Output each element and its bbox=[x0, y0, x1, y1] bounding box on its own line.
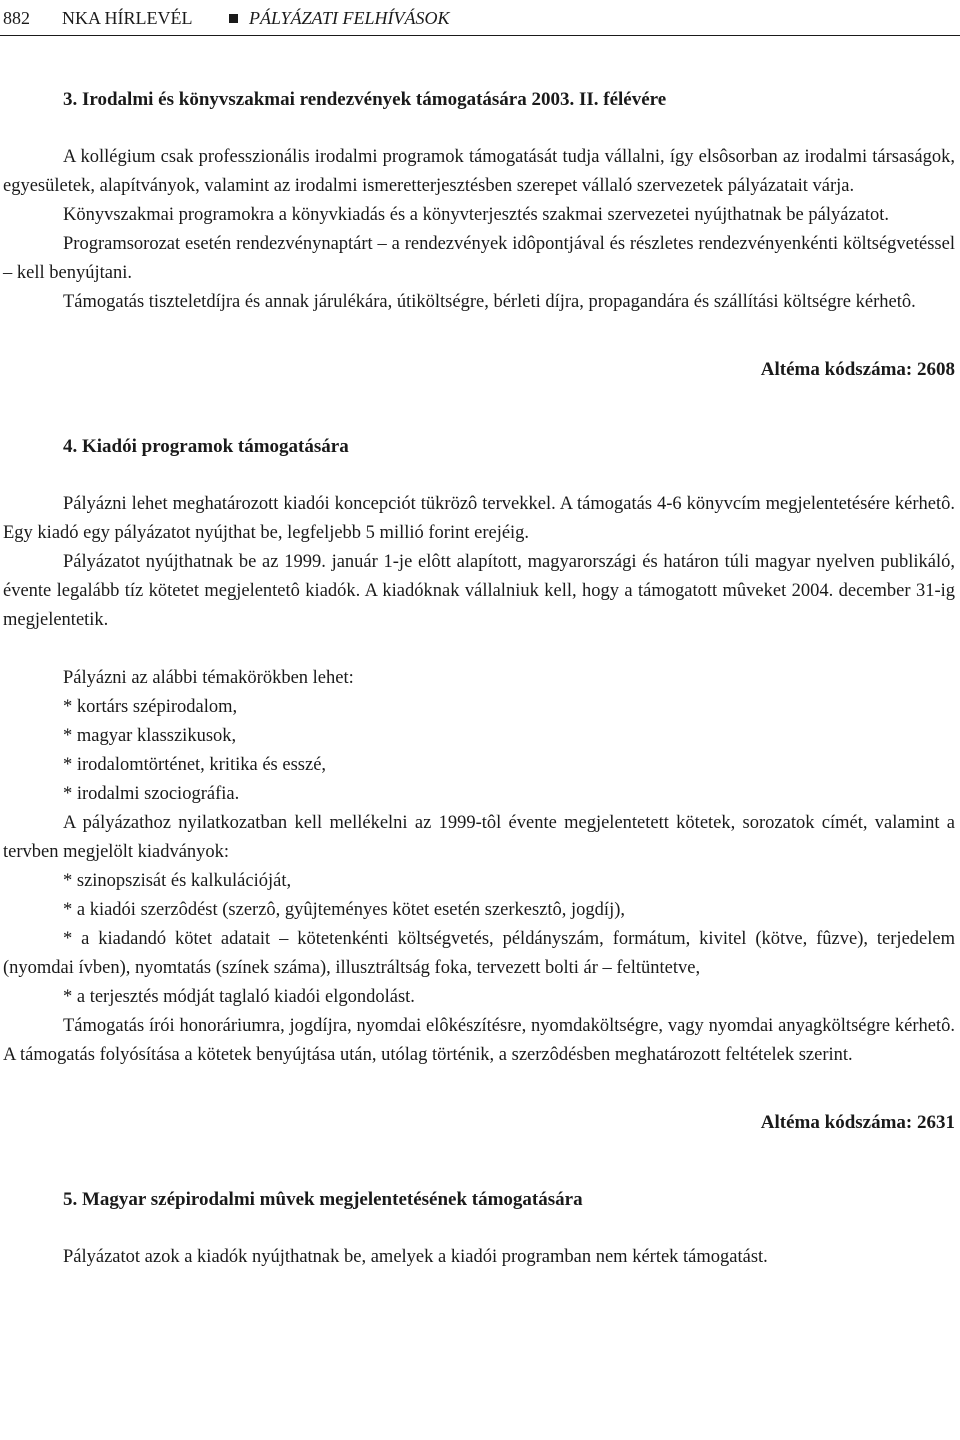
page-number: 882 bbox=[3, 8, 30, 28]
page-content bbox=[3, 85, 955, 1272]
section-5-paragraph: Pályázatot azok a kiadók nyújthatnak be, amelyek a kiadói programban nem kértek támogatást. bbox=[63, 1247, 768, 1267]
section-4-closing: Támogatás írói honoráriumra, jogdíjra, nyomdai elôkészítésre, nyomdaköltségre, vagy nyomdai anyagköltségre kérhetô. A támogatás folyósítása a kötetek benyújtása után, utólag történik, a szerzôdésben meghatározott feltételek szerint. bbox=[3, 1016, 955, 1065]
section-4-paragraph: Pályázni lehet meghatározott kiadói koncepciót tükrözô tervekkel. A támogatás 4-6 könyvcím megjelentetésére kérhetô. Egy kiadó egy pályázatot nyújthat be, legfeljebb 5 millió forint erejéig. bbox=[3, 494, 955, 543]
list-item: * a kiadandó kötet adatait – kötetenkénti költségvetés, példányszám, formátum, kivitel (kötve, fûzve), terjedelem (nyomdai ívben), nyomtatás (színek száma), illusztráltság foka, tervezett bolti ár – feltüntetve, bbox=[3, 929, 955, 978]
journal-name: NKA HÍRLEVÉL bbox=[62, 8, 193, 28]
square-bullet-icon bbox=[229, 14, 238, 23]
list-item: * a terjesztés módját taglaló kiadói elgondolást. bbox=[63, 987, 415, 1007]
section-3-title: 3. Irodalmi és könyvszakmai rendezvények támogatására 2003. II. félévére bbox=[63, 89, 667, 110]
list-item: * a kiadói szerzôdést (szerzô, gyûjteményes kötet esetén szerkesztô, jogdíj), bbox=[63, 900, 625, 920]
section-4-title: 4. Kiadói programok támogatására bbox=[63, 436, 349, 457]
list-item: * magyar klasszikusok, bbox=[63, 726, 237, 746]
list-item: * irodalomtörténet, kritika és esszé, bbox=[63, 755, 327, 775]
section-4-paragraph: Pályázatot nyújthatnak be az 1999. január 1-je elôtt alapított, magyarországi és határon túli magyar nyelven publikáló, évente legalább tíz kötetet megjelentetô kiadók. A kiadóknak vállalniuk kell, hogy a támogatott mûveket 2004. december 31-ig megjelentetik. bbox=[3, 552, 955, 630]
subtopic-code-2608: Altéma kódszáma: 2608 bbox=[760, 359, 955, 380]
subtopic-code-2631: Altéma kódszáma: 2631 bbox=[760, 1112, 955, 1133]
list-item: * szinopszisát és kalkulációját, bbox=[63, 871, 292, 891]
section-3-paragraph: Támogatás tiszteletdíjra és annak járulékára, útiköltségre, bérleti díjra, propagandára és szállítási költségre kérhetô. bbox=[63, 292, 916, 312]
list-item: * kortárs szépirodalom, bbox=[63, 697, 238, 717]
section-3-paragraph: A kollégium csak professzionális irodalmi programok támogatását tudja vállalni, így elsôsorban az irodalmi társaságok, egyesületek, alapítványok, valamint az irodalmi ismeretterjesztésben szerepet vállaló szervezetek pályázatait várja. bbox=[3, 147, 955, 196]
topics-intro: Pályázni az alábbi témakörökben lehet: bbox=[63, 668, 354, 688]
list-item: * irodalmi szociográfia. bbox=[63, 784, 240, 804]
section-3-paragraph: Programsorozat esetén rendezvénynaptárt – a rendezvények idôpontjával és részletes rendezvényenkénti költségvetéssel – kell benyújtani. bbox=[3, 234, 955, 283]
section-name: PÁLYÁZATI FELHÍVÁSOK bbox=[249, 8, 450, 28]
page-header bbox=[0, 4, 960, 32]
header-divider bbox=[0, 35, 960, 36]
section-3-paragraph: Könyvszakmai programokra a könyvkiadás és a könyvterjesztés szakmai szervezetei nyújthatnak be pályázatot. bbox=[63, 205, 890, 225]
attachments-intro: A pályázathoz nyilatkozatban kell mellékelni az 1999-tôl évente megjelentetett kötetek, sorozatok címét, valamint a tervben megjelölt kiadványok: bbox=[3, 813, 955, 862]
section-5-title: 5. Magyar szépirodalmi mûvek megjelentetésének támogatására bbox=[63, 1189, 583, 1210]
